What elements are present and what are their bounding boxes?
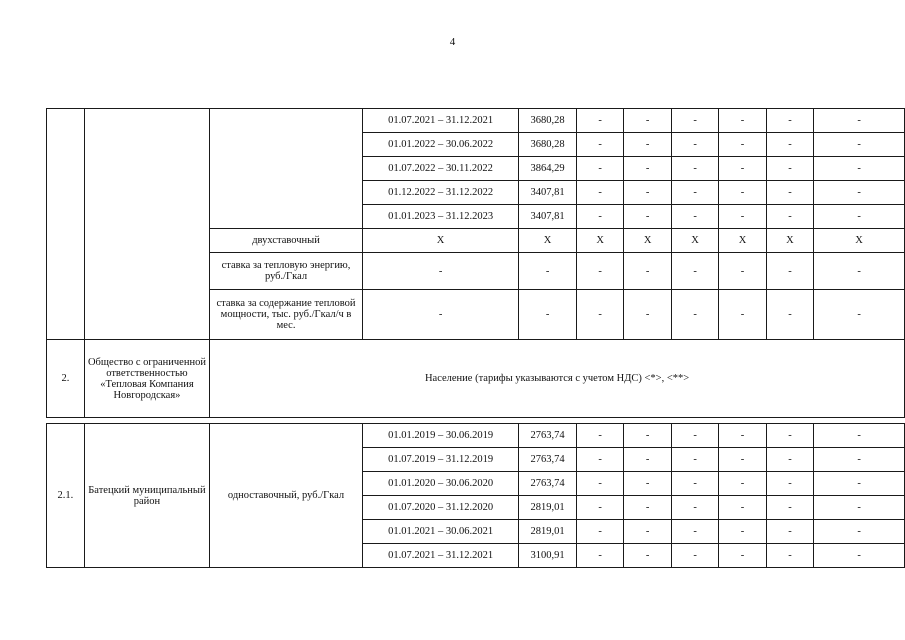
dash-cell: -: [766, 520, 813, 544]
dash-cell: -: [719, 520, 766, 544]
tariff-type-cell: двухставочный: [210, 229, 363, 253]
dash-cell: -: [671, 544, 718, 568]
cross-cell: Х: [766, 229, 813, 253]
dash-cell: -: [719, 181, 766, 205]
dash-cell: -: [576, 496, 623, 520]
cross-cell: Х: [719, 229, 766, 253]
dash-cell: -: [519, 253, 577, 290]
cross-cell: Х: [671, 229, 718, 253]
tariff-value-cell: 2763,74: [519, 472, 577, 496]
dash-cell: -: [814, 448, 905, 472]
period-cell: 01.07.2021 – 31.12.2021: [362, 109, 518, 133]
dash-cell: -: [719, 448, 766, 472]
dash-cell: -: [671, 290, 718, 340]
period-cell: 01.01.2019 – 30.06.2019: [362, 424, 518, 448]
organization-cell: [84, 109, 209, 340]
row-number-cell: 2.: [47, 340, 85, 418]
dash-cell: -: [671, 205, 718, 229]
period-cell: 01.01.2020 – 30.06.2020: [362, 472, 518, 496]
period-cell: 01.01.2021 – 30.06.2021: [362, 520, 518, 544]
dash-cell: -: [814, 253, 905, 290]
dash-cell: -: [814, 424, 905, 448]
tariff-value-cell: 2763,74: [519, 448, 577, 472]
dash-cell: -: [576, 133, 623, 157]
dash-cell: -: [766, 157, 813, 181]
table-row: [47, 109, 905, 133]
dash-cell: -: [671, 253, 718, 290]
cross-cell: Х: [576, 229, 623, 253]
page-number: 4: [449, 36, 456, 48]
dash-cell: -: [576, 290, 623, 340]
table-row-section-2: [47, 340, 905, 418]
dash-cell: -: [576, 472, 623, 496]
dash-cell: -: [719, 424, 766, 448]
dash-cell: -: [671, 424, 718, 448]
tariff-value-cell: 3407,81: [519, 181, 577, 205]
dash-cell: -: [519, 290, 577, 340]
dash-cell: -: [671, 109, 718, 133]
dash-cell: -: [576, 520, 623, 544]
dash-cell: -: [624, 253, 671, 290]
tariff-value-cell: 2763,74: [519, 424, 577, 448]
dash-cell: -: [719, 205, 766, 229]
tariff-value-cell: 2819,01: [519, 520, 577, 544]
tariff-value-cell: 3100,91: [519, 544, 577, 568]
dash-cell: -: [624, 133, 671, 157]
dash-cell: -: [624, 496, 671, 520]
dash-cell: -: [814, 157, 905, 181]
dash-cell: -: [576, 205, 623, 229]
dash-cell: -: [671, 496, 718, 520]
tariff-table: [46, 108, 905, 568]
dash-cell: -: [362, 290, 518, 340]
dash-cell: -: [576, 253, 623, 290]
dash-cell: -: [766, 181, 813, 205]
dash-cell: -: [624, 544, 671, 568]
tariff-type-cell: [210, 109, 363, 229]
dash-cell: -: [576, 544, 623, 568]
row-number-cell: [47, 109, 85, 340]
dash-cell: -: [719, 472, 766, 496]
dash-cell: -: [766, 448, 813, 472]
period-cell: 01.01.2022 – 30.06.2022: [362, 133, 518, 157]
dash-cell: -: [814, 544, 905, 568]
dash-cell: -: [624, 181, 671, 205]
dash-cell: -: [671, 520, 718, 544]
dash-cell: -: [766, 424, 813, 448]
dash-cell: -: [671, 448, 718, 472]
tariff-value-cell: 3864,29: [519, 157, 577, 181]
dash-cell: -: [814, 181, 905, 205]
dash-cell: -: [766, 133, 813, 157]
period-cell: 01.07.2022 – 30.11.2022: [362, 157, 518, 181]
dash-cell: -: [362, 253, 518, 290]
dash-cell: -: [719, 133, 766, 157]
dash-cell: -: [671, 133, 718, 157]
period-cell: 01.07.2020 – 31.12.2020: [362, 496, 518, 520]
dash-cell: -: [814, 472, 905, 496]
dash-cell: -: [766, 472, 813, 496]
dash-cell: -: [624, 157, 671, 181]
dash-cell: -: [814, 205, 905, 229]
dash-cell: -: [624, 290, 671, 340]
cross-cell: Х: [362, 229, 518, 253]
dash-cell: -: [671, 157, 718, 181]
dash-cell: -: [766, 205, 813, 229]
cross-cell: Х: [519, 229, 577, 253]
dash-cell: -: [671, 181, 718, 205]
dash-cell: -: [719, 544, 766, 568]
dash-cell: -: [719, 253, 766, 290]
dash-cell: -: [766, 544, 813, 568]
dash-cell: -: [576, 109, 623, 133]
dash-cell: -: [814, 290, 905, 340]
period-cell: 01.07.2021 – 31.12.2021: [362, 544, 518, 568]
period-cell: 01.01.2023 – 31.12.2023: [362, 205, 518, 229]
dash-cell: -: [814, 133, 905, 157]
period-cell: 01.07.2019 – 31.12.2019: [362, 448, 518, 472]
dash-cell: -: [814, 109, 905, 133]
dash-cell: -: [766, 109, 813, 133]
tariff-type-cell: ставка за содержание тепловой мощности, тыс. руб./Гкал/ч в мес.: [210, 290, 363, 340]
tariff-value-cell: 3680,28: [519, 133, 577, 157]
tariff-type-cell: одноставочный, руб./Гкал: [210, 424, 363, 568]
row-number-cell: 2.1.: [47, 424, 85, 568]
dash-cell: -: [624, 205, 671, 229]
dash-cell: -: [576, 424, 623, 448]
dash-cell: -: [624, 109, 671, 133]
table-row: [47, 424, 905, 448]
district-cell: Батецкий муниципальный район: [84, 424, 209, 568]
period-cell: 01.12.2022 – 31.12.2022: [362, 181, 518, 205]
dash-cell: -: [719, 496, 766, 520]
organization-cell: Общество с ограниченной ответственностью «Тепловая Компания Новгородская»: [84, 340, 209, 418]
dash-cell: -: [814, 496, 905, 520]
cross-cell: Х: [814, 229, 905, 253]
tariff-value-cell: 3680,28: [519, 109, 577, 133]
dash-cell: -: [766, 290, 813, 340]
tariff-value-cell: 2819,01: [519, 496, 577, 520]
dash-cell: -: [624, 424, 671, 448]
dash-cell: -: [624, 520, 671, 544]
dash-cell: -: [624, 448, 671, 472]
dash-cell: -: [624, 472, 671, 496]
dash-cell: -: [719, 290, 766, 340]
dash-cell: -: [814, 520, 905, 544]
dash-cell: -: [719, 157, 766, 181]
dash-cell: -: [576, 157, 623, 181]
tariff-type-cell: ставка за тепловую энергию, руб./Гкал: [210, 253, 363, 290]
section-header-cell: Население (тарифы указываются с учетом НДС) <*>, <**>: [210, 340, 905, 418]
dash-cell: -: [576, 448, 623, 472]
dash-cell: -: [719, 109, 766, 133]
cross-cell: Х: [624, 229, 671, 253]
dash-cell: -: [671, 472, 718, 496]
tariff-value-cell: 3407,81: [519, 205, 577, 229]
dash-cell: -: [576, 181, 623, 205]
dash-cell: -: [766, 496, 813, 520]
dash-cell: -: [766, 253, 813, 290]
